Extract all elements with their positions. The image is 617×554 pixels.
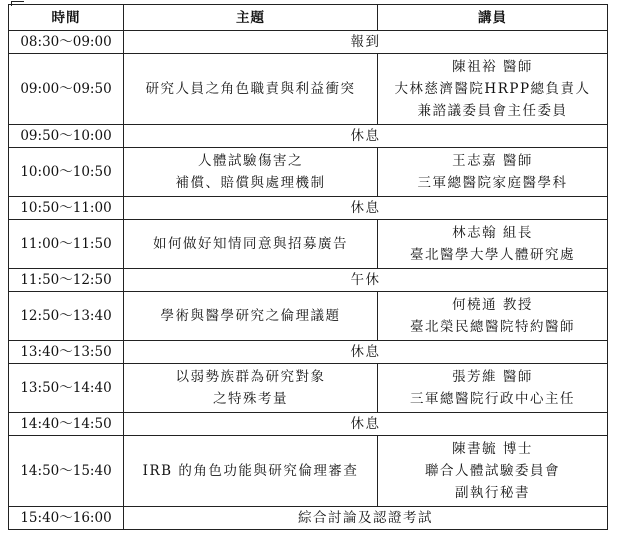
time-cell: 14:40～14:50 [9, 413, 124, 436]
table-row [9, 220, 608, 269]
speaker-affiliation: 三軍總醫院行政中心主任 [410, 391, 575, 407]
table-row [9, 269, 608, 292]
speaker-name: 林志翰 組長 [452, 225, 533, 241]
time-cell: 10:00～10:50 [9, 148, 124, 197]
time-cell: 09:50～10:00 [9, 125, 124, 148]
topic-cell [124, 148, 378, 197]
table-row [9, 197, 608, 220]
table-row [9, 125, 608, 148]
topic-line: 補償、賠償與處理機制 [175, 175, 326, 191]
time-cell: 13:40～13:50 [9, 341, 124, 364]
topic-cell [124, 220, 378, 269]
speaker-name: 王志嘉 醫師 [452, 153, 533, 169]
table-row [9, 148, 608, 197]
break-cell: 休息 [124, 197, 608, 220]
table-row [9, 436, 608, 507]
table-row [9, 292, 608, 341]
time-cell: 11:50～12:50 [9, 269, 124, 292]
topic-line: 以弱勢族群為研究對象 [175, 369, 326, 385]
speaker-name: 何橈通 教授 [452, 297, 533, 313]
speaker-name: 陳書毓 博士 [452, 441, 533, 457]
time-cell: 14:50～15:40 [9, 436, 124, 507]
closing-cell: 綜合討論及認證考試 [124, 507, 608, 530]
table-row [9, 341, 608, 364]
topic-line: 人體試驗傷害之 [198, 153, 303, 169]
break-cell: 休息 [124, 413, 608, 436]
schedule-table [8, 4, 608, 530]
topic-cell [124, 436, 378, 507]
header-time: 時間 [9, 5, 124, 31]
table-row [9, 54, 608, 125]
speaker-cell [378, 54, 608, 125]
topic-cell [124, 54, 378, 125]
time-cell: 10:50～11:00 [9, 197, 124, 220]
speaker-cell [378, 148, 608, 197]
topic-line: 學術與醫學研究之倫理議題 [160, 308, 341, 324]
header-topic: 主題 [124, 5, 378, 31]
document [8, 4, 607, 530]
speaker-affiliation: 大林慈濟醫院HRPP總負責人 [394, 81, 591, 97]
topic-line: 研究人員之角色職責與利益衝突 [145, 81, 356, 97]
speaker-affiliation: 臺北榮民總醫院特約醫師 [410, 319, 575, 335]
table-row [9, 364, 608, 413]
speaker-affiliation: 聯合人體試驗委員會 [425, 463, 560, 479]
time-cell: 09:00～09:50 [9, 54, 124, 125]
topic-line: IRB 的角色功能與研究倫理審查 [142, 463, 359, 479]
break-cell: 休息 [124, 341, 608, 364]
topic-line: 如何做好知情同意與招募廣告 [153, 236, 348, 252]
time-cell: 08:30～09:00 [9, 31, 124, 54]
speaker-cell [378, 364, 608, 413]
topic-cell [124, 364, 378, 413]
table-row [9, 31, 608, 54]
topic-cell [124, 292, 378, 341]
speaker-name: 張芳維 醫師 [452, 369, 533, 385]
corner-mark [11, 1, 24, 6]
speaker-cell [378, 220, 608, 269]
topic-line: 之特殊考量 [213, 391, 288, 407]
table-row [9, 413, 608, 436]
header-speaker: 講員 [378, 5, 608, 31]
speaker-affiliation: 三軍總醫院家庭醫學科 [417, 175, 568, 191]
speaker-cell [378, 436, 608, 507]
speaker-affiliation: 臺北醫學大學人體研究處 [410, 247, 575, 263]
break-cell: 報到 [124, 31, 608, 54]
break-cell: 午休 [124, 269, 608, 292]
speaker-name: 陳祖裕 醫師 [452, 59, 533, 75]
time-cell: 12:50～13:40 [9, 292, 124, 341]
speaker-affiliation: 兼諮議委員會主任委員 [417, 103, 568, 119]
time-cell: 15:40～16:00 [9, 507, 124, 530]
break-cell: 休息 [124, 125, 608, 148]
header-row [9, 5, 608, 31]
table-row [9, 507, 608, 530]
speaker-cell [378, 292, 608, 341]
time-cell: 11:00～11:50 [9, 220, 124, 269]
time-cell: 13:50～14:40 [9, 364, 124, 413]
speaker-affiliation: 副執行秘書 [455, 485, 530, 501]
